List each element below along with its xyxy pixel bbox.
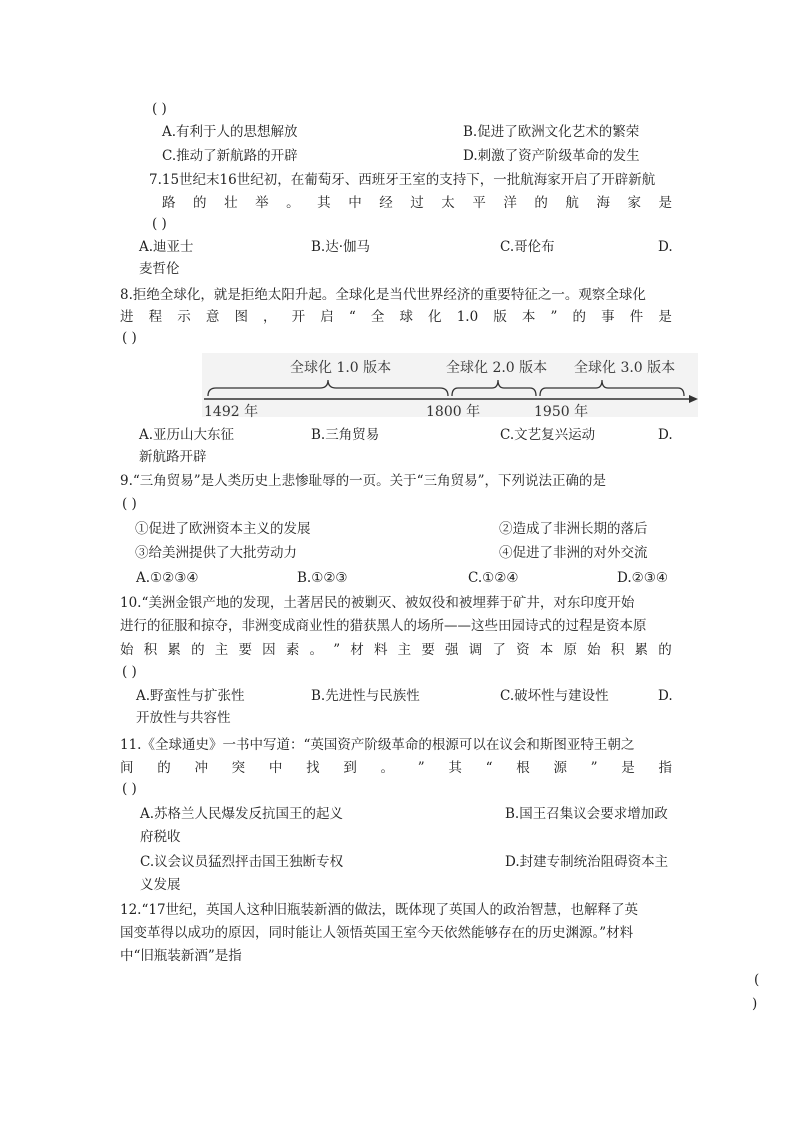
stem-char: 本 bbox=[539, 642, 554, 658]
q10-stem-line1: 10.“美洲金银产地的发现，土著居民的被剿灭、被奴役和被埋葬于矿井，对东印度开始 bbox=[120, 595, 635, 611]
stem-char: “ bbox=[485, 760, 493, 776]
stem-char: 件 bbox=[629, 309, 644, 325]
q7-stem-line2 bbox=[162, 193, 672, 213]
timeline-year-1: 1492 年 bbox=[204, 404, 259, 420]
q12-stem-line1: 12.“17世纪，英国人这种旧瓶装新酒的做法，既体现了英国人的政治智慧，也解释了英 bbox=[120, 902, 639, 918]
stem-char: ” bbox=[417, 760, 425, 776]
q9-paren: ( ) bbox=[122, 496, 137, 512]
stem-char: 壮 bbox=[224, 195, 238, 211]
q9-item-4: ④促进了非洲的对外交流 bbox=[499, 545, 648, 561]
timeline-year-2: 1800 年 bbox=[426, 404, 481, 420]
stem-char: 积 bbox=[610, 642, 625, 658]
q6-paren: ( ) bbox=[152, 101, 167, 117]
stem-char: 的 bbox=[572, 309, 587, 325]
stem-char: 累 bbox=[634, 642, 649, 658]
stem-char: 资 bbox=[516, 642, 530, 658]
q11-option-c: C.议会议员猛烈抨击国王独断专权 bbox=[140, 854, 344, 870]
stem-char: 冲 bbox=[194, 760, 208, 776]
stem-char: 其 bbox=[448, 760, 462, 776]
stem-char: 中 bbox=[268, 760, 283, 776]
stem-char: 洋 bbox=[503, 195, 517, 211]
stem-char: 始 bbox=[587, 642, 601, 658]
stem-char: 其 bbox=[317, 195, 331, 211]
q7-option-c: C.哥伦布 bbox=[500, 239, 555, 255]
stem-char: 的 bbox=[193, 195, 207, 211]
q9-item-1: ①促进了欧洲资本主义的发展 bbox=[135, 521, 311, 537]
q7-option-d: D. bbox=[658, 239, 673, 255]
stem-char: 主 bbox=[214, 642, 229, 658]
stem-char: 。 bbox=[309, 642, 323, 658]
stem-char: 球 bbox=[399, 309, 413, 325]
q9-item-3: ③给美洲提供了大批劳动力 bbox=[135, 545, 297, 561]
stem-char: 突 bbox=[231, 760, 246, 776]
timeline-label-1: 全球化 1.0 版本 bbox=[290, 360, 392, 376]
stem-char: 找 bbox=[306, 760, 320, 776]
stem-char: 意 bbox=[205, 309, 220, 325]
q11-option-d: D.封建专制统治阻碍资本主 bbox=[505, 854, 669, 870]
stem-char: 是 bbox=[658, 195, 672, 211]
stem-char: 主 bbox=[397, 642, 412, 658]
stem-char: 源 bbox=[553, 760, 567, 776]
stem-char: 路 bbox=[162, 195, 176, 211]
stem-char: 平 bbox=[472, 195, 486, 211]
stem-char: 积 bbox=[143, 642, 158, 658]
stem-char: 。 bbox=[380, 760, 395, 776]
stem-char: 太 bbox=[441, 195, 455, 211]
stem-char: 经 bbox=[379, 195, 393, 211]
q8-option-b: B.三角贸易 bbox=[311, 427, 380, 443]
q7-option-d-text: 麦哲伦 bbox=[139, 261, 180, 277]
stem-char: 家 bbox=[627, 195, 641, 211]
q7-stem-line1: 7.15世纪末16世纪初，在葡萄牙、西班牙王室的支持下，一批航海家开启了开辟新航 bbox=[149, 172, 656, 188]
stem-char: 中 bbox=[348, 195, 362, 211]
stem-char: 因 bbox=[262, 642, 276, 658]
q8-stem-line2 bbox=[120, 307, 672, 327]
stem-char: 素 bbox=[285, 642, 300, 658]
stem-char: 举 bbox=[255, 195, 269, 211]
q6-option-d: D.刺激了资产阶级革命的发生 bbox=[463, 148, 640, 164]
q10-stem-line2: 进行的征服和掠夺，非洲变成商业性的猎获黑人的场所——这些田园诗式的过程是资本原 bbox=[120, 618, 647, 634]
q11-option-b-text: 府税收 bbox=[140, 829, 181, 845]
q11-stem-line1: 11.《全球通史》一书中写道：“英国资产阶级革命的根源可以在议会和斯图亚特王朝之 bbox=[120, 737, 635, 753]
stem-char: 事 bbox=[601, 309, 615, 325]
stem-char: ” bbox=[550, 309, 558, 325]
stem-char: “ bbox=[348, 309, 356, 325]
stem-char: 全 bbox=[370, 309, 385, 325]
q8-stem-line1: 8.拒绝全球化，就是拒绝太阳升起。全球化是当代世界经济的重要特征之一。观察全球化 bbox=[120, 287, 646, 303]
q11-option-a: A.苏格兰人民爆发反抗国王的起义 bbox=[140, 806, 344, 822]
q12-paren-open: ( bbox=[754, 972, 760, 988]
stem-char: 是 bbox=[658, 309, 672, 325]
stem-char: 的 bbox=[157, 760, 171, 776]
stem-char: 版 bbox=[493, 309, 507, 325]
stem-char: 要 bbox=[238, 642, 252, 658]
stem-char: 的 bbox=[191, 642, 205, 658]
q11-paren: ( ) bbox=[122, 781, 137, 797]
q9-option-b: B.①②③ bbox=[297, 570, 348, 586]
stem-char: 海 bbox=[596, 195, 610, 211]
stem-char: ， bbox=[263, 309, 277, 325]
q9-option-c: C.①②④ bbox=[468, 570, 519, 586]
stem-char: 航 bbox=[565, 195, 579, 211]
stem-char: 图 bbox=[234, 309, 248, 325]
q10-paren: ( ) bbox=[122, 664, 137, 680]
stem-char: 要 bbox=[421, 642, 435, 658]
stem-char: 是 bbox=[621, 760, 635, 776]
q6-option-b: B.促进了欧洲文化艺术的繁荣 bbox=[463, 124, 640, 140]
stem-char: 开 bbox=[291, 309, 306, 325]
stem-char: 的 bbox=[534, 195, 548, 211]
q10-option-b: B.先进性与民族性 bbox=[311, 688, 420, 704]
q7-option-b: B.达·伽马 bbox=[311, 239, 371, 255]
stem-char: 累 bbox=[167, 642, 181, 658]
stem-char: 。 bbox=[286, 195, 300, 211]
q11-option-b: B.国王召集议会要求增加政 bbox=[505, 806, 668, 822]
q11-stem-line2 bbox=[120, 758, 672, 778]
stem-char: 材 bbox=[350, 642, 364, 658]
stem-char: ” bbox=[590, 760, 598, 776]
q12-stem-line3: 中“旧瓶装新酒”是指 bbox=[120, 948, 242, 964]
stem-char: 进 bbox=[120, 309, 134, 325]
stem-char: 过 bbox=[410, 195, 424, 211]
q6-option-c: C.推动了新航路的开辟 bbox=[162, 148, 298, 164]
stem-char: 程 bbox=[148, 309, 163, 325]
q10-option-a: A.野蛮性与扩张性 bbox=[136, 688, 245, 704]
q9-stem-line1: 9.“三角贸易”是人类历史上悲惨耻辱的一页。关于“三角贸易”，下列说法正确的是 bbox=[120, 473, 606, 489]
q10-option-c: C.破坏性与建设性 bbox=[500, 688, 609, 704]
stem-char: 的 bbox=[658, 642, 672, 658]
q10-option-d-text: 开放性与共容性 bbox=[136, 710, 231, 726]
stem-char: 原 bbox=[563, 642, 577, 658]
stem-char: 间 bbox=[120, 760, 134, 776]
stem-char: 调 bbox=[468, 642, 483, 658]
q6-option-a: A.有利于人的思想解放 bbox=[162, 124, 298, 140]
timeline-label-2: 全球化 2.0 版本 bbox=[446, 360, 548, 376]
timeline-year-3: 1950 年 bbox=[534, 404, 589, 420]
q12-stem-line2: 国变革得以成功的原因，同时能让人领悟英国王室今天依然能够存在的历史渊源。”材料 bbox=[120, 925, 634, 941]
globalization-timeline bbox=[200, 350, 700, 422]
q9-option-a: A.①②③④ bbox=[136, 570, 199, 586]
q10-stem-line3 bbox=[120, 640, 672, 660]
stem-char: 了 bbox=[492, 642, 506, 658]
q8-paren: ( ) bbox=[122, 330, 137, 346]
stem-char: 料 bbox=[373, 642, 388, 658]
q8-option-a: A.亚历山大东征 bbox=[139, 427, 235, 443]
stem-char: ” bbox=[333, 642, 341, 658]
stem-char: 启 bbox=[320, 309, 334, 325]
stem-char: 化 bbox=[428, 309, 442, 325]
q7-option-a: A.迪亚士 bbox=[139, 239, 194, 255]
stem-char: 指 bbox=[658, 760, 672, 776]
q8-option-d-text: 新航路开辟 bbox=[139, 449, 207, 465]
q9-item-2: ②造成了非洲长期的落后 bbox=[499, 521, 648, 537]
q8-option-c: C.文艺复兴运动 bbox=[500, 427, 596, 443]
q12-paren-close: ) bbox=[752, 996, 758, 1012]
stem-char: 到 bbox=[343, 760, 357, 776]
stem-char: 本 bbox=[521, 309, 536, 325]
stem-char: 1.0 bbox=[456, 309, 479, 325]
q9-option-d: D.②③④ bbox=[617, 570, 668, 586]
timeline-label-3: 全球化 3.0 版本 bbox=[574, 360, 676, 376]
stem-char: 示 bbox=[177, 309, 191, 325]
stem-char: 始 bbox=[120, 642, 134, 658]
q10-option-d: D. bbox=[658, 688, 673, 704]
stem-char: 根 bbox=[516, 760, 530, 776]
q7-paren: ( ) bbox=[152, 216, 167, 232]
q8-option-d: D. bbox=[658, 427, 673, 443]
stem-char: 强 bbox=[445, 642, 459, 658]
q11-option-d-text: 义发展 bbox=[140, 877, 181, 893]
